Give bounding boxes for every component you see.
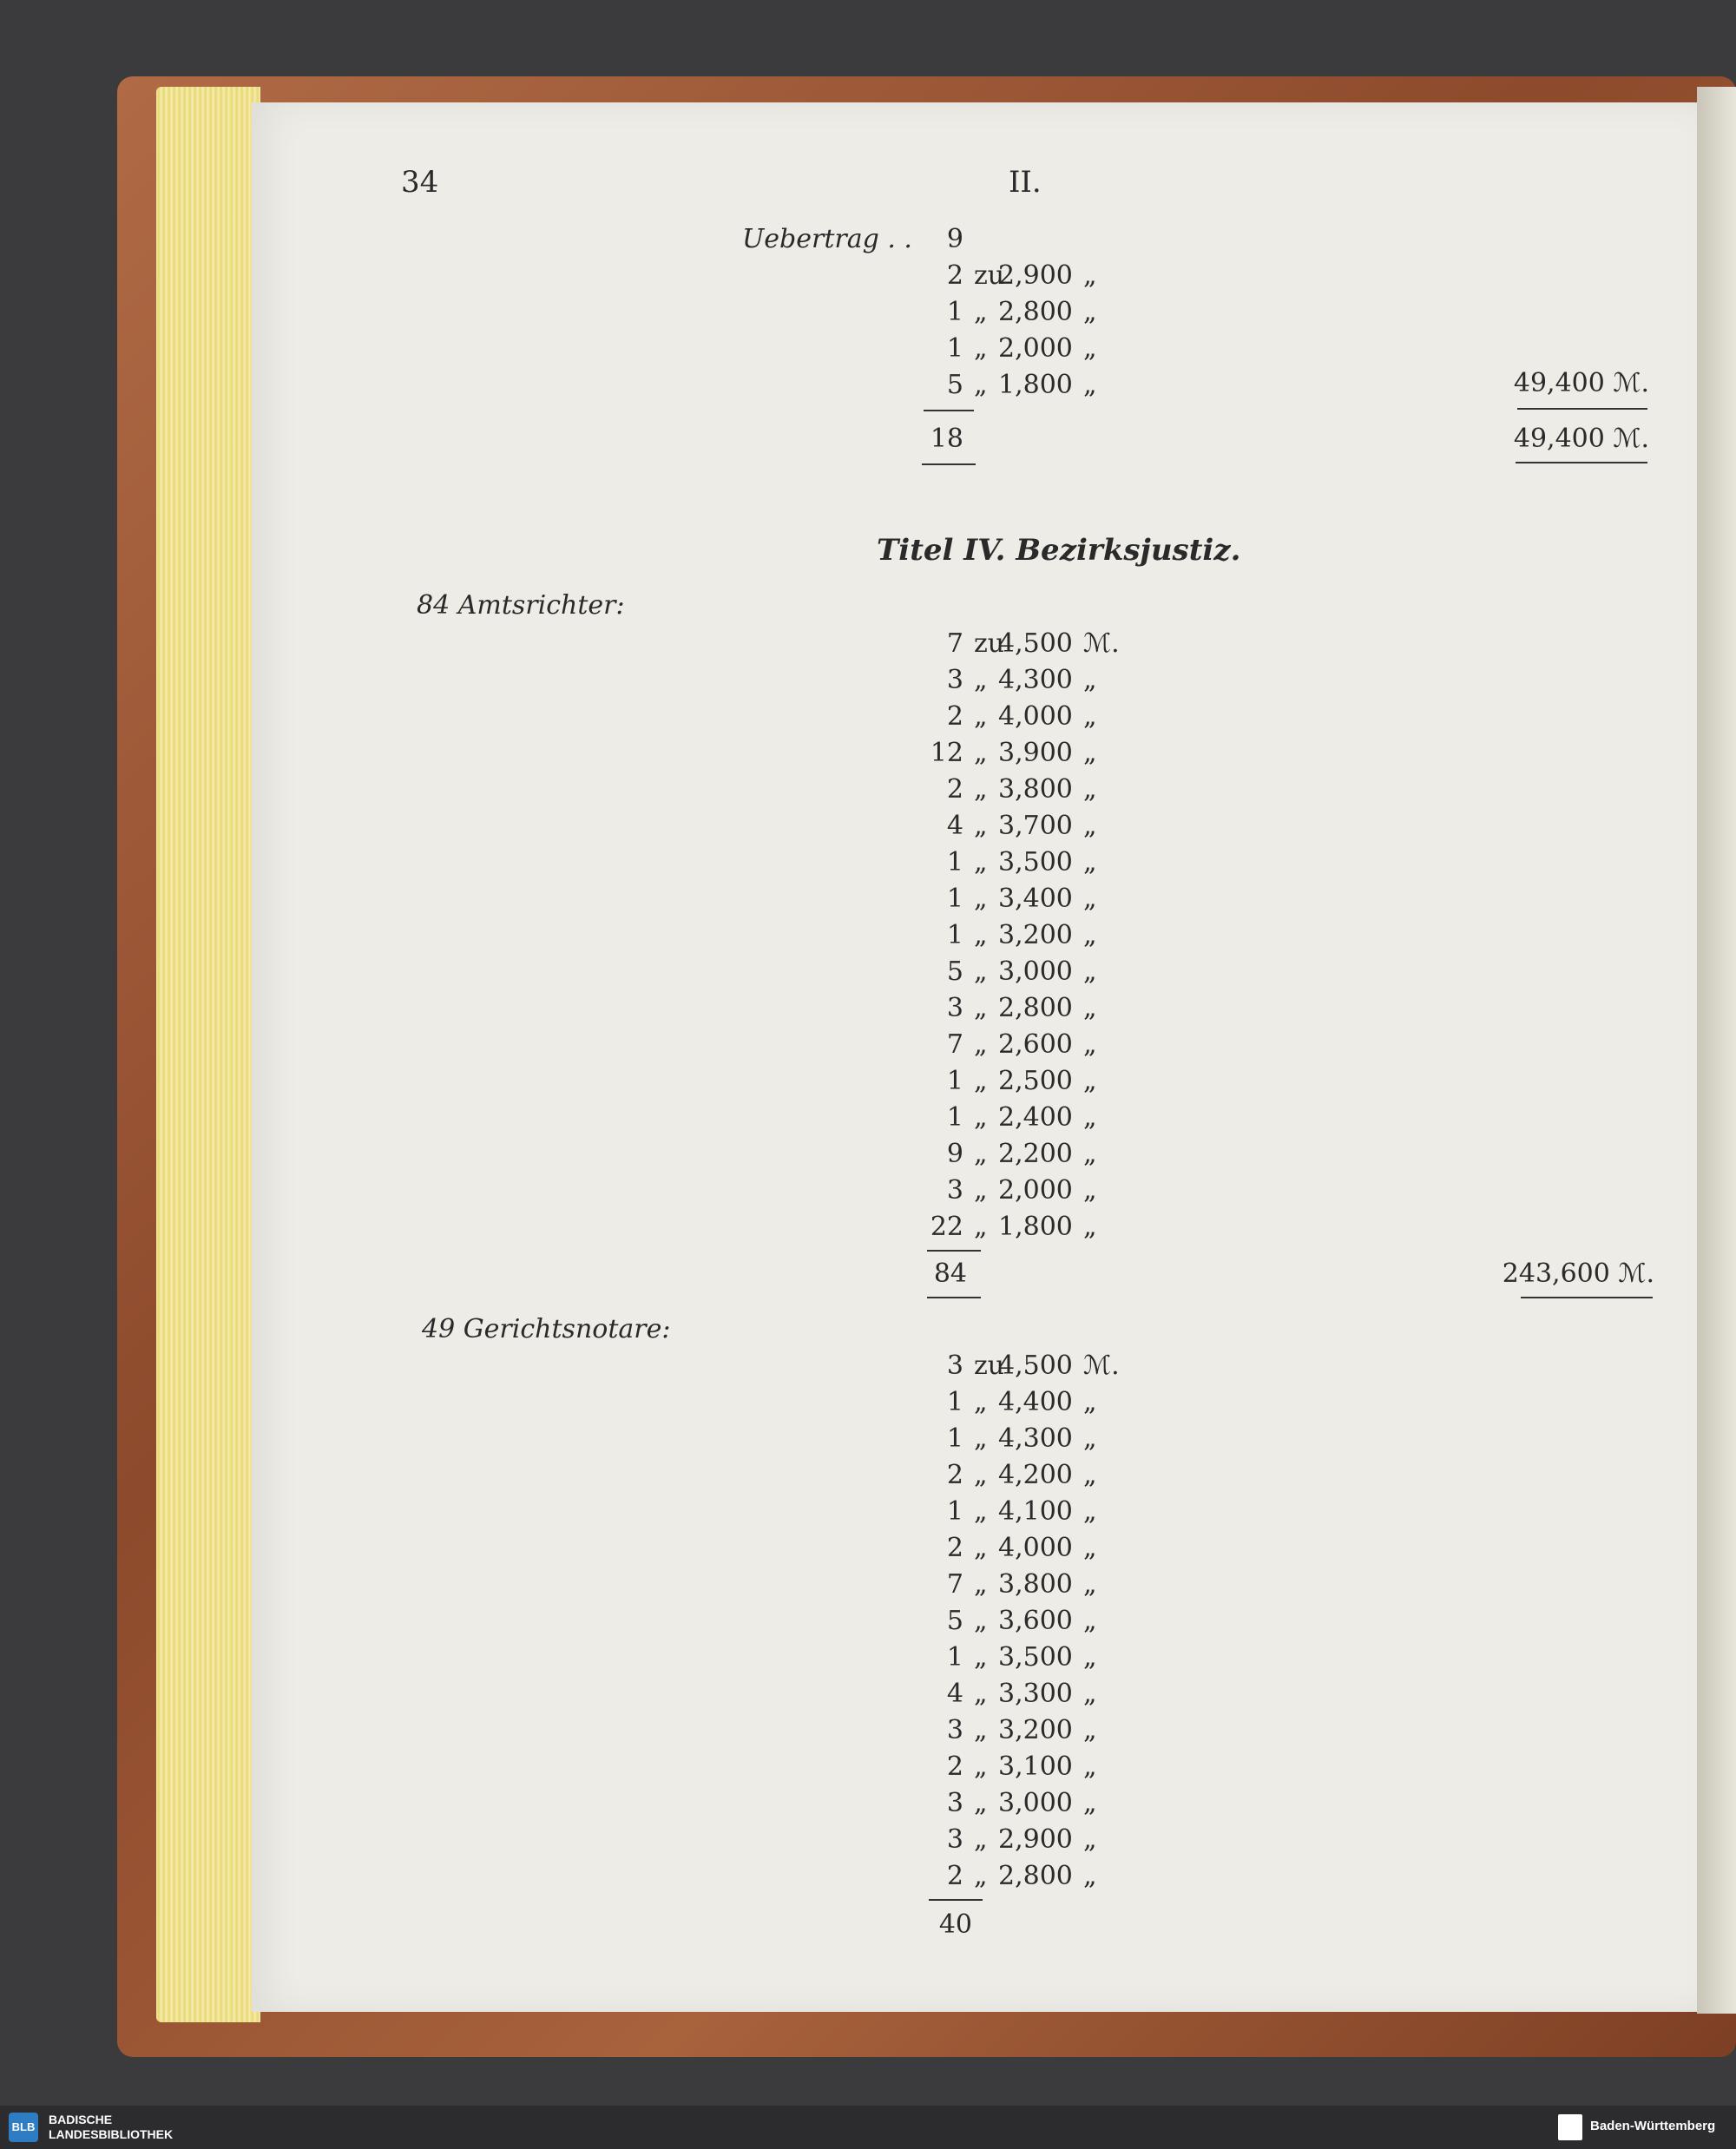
blb-logo-icon: BLB [9, 2113, 38, 2142]
block1-subtotal-rule [924, 410, 974, 411]
section2-row-sep: „ [974, 1423, 988, 1454]
section1-row-sep: „ [974, 956, 988, 987]
section2-row-amount: 3,000 [998, 1788, 1073, 1818]
section2-row-unit: „ [1083, 1460, 1097, 1490]
page-number: 34 [401, 165, 439, 200]
block1-row-unit: „ [1083, 260, 1097, 291]
section1-row-unit: „ [1083, 993, 1097, 1023]
section2-row-amount: 3,100 [998, 1751, 1073, 1782]
section2-row-sep: zu [974, 1351, 1005, 1381]
block1-row-unit: „ [1083, 333, 1097, 364]
blb-name [49, 2113, 173, 2142]
section2-label: 49 Gerichtsnotare: [422, 1314, 671, 1344]
section1-row-count: 1 [946, 920, 963, 950]
section1-row-count: 1 [946, 847, 963, 877]
section1-row-sep: „ [974, 1102, 988, 1133]
section2-row-count: 2 [946, 1751, 963, 1782]
section1-row-count: 2 [946, 701, 963, 732]
section1-row-count: 3 [946, 993, 963, 1023]
section2-row-amount: 4,300 [998, 1423, 1073, 1454]
section1-row-unit: „ [1083, 665, 1097, 695]
section2-row-count: 3 [946, 1824, 963, 1855]
bw-coat-of-arms-icon [1558, 2114, 1582, 2140]
section1-row-count: 7 [946, 1029, 963, 1060]
block1-total-rule-right [1516, 462, 1647, 463]
section1-row-amount: 2,200 [998, 1139, 1073, 1169]
title-iv: Titel IV. Bezirksjustiz. [877, 533, 1241, 568]
bw-name: Baden-Württemberg [1590, 2119, 1716, 2133]
section-heading: II. [1009, 165, 1042, 200]
section2-row-amount: 3,300 [998, 1679, 1073, 1709]
section2-row-amount: 3,600 [998, 1606, 1073, 1636]
section1-row-unit: „ [1083, 920, 1097, 950]
block1-total-sum: 49,400 ℳ. [1513, 424, 1649, 454]
section1-row-count: 3 [946, 665, 963, 695]
section2-row-count: 3 [946, 1788, 963, 1818]
section2-row-amount: 4,200 [998, 1460, 1073, 1490]
block1-row-count: 5 [946, 370, 963, 400]
section1-total-sum: 243,600 ℳ. [1502, 1259, 1654, 1289]
block1-row-sep: „ [974, 333, 988, 364]
block1-right-amount: 49,400 ℳ. [1513, 368, 1649, 398]
section1-row-sep: „ [974, 884, 988, 914]
section1-row-sep: „ [974, 1175, 988, 1206]
section2-row-amount: 2,800 [998, 1861, 1073, 1891]
section2-row-unit: „ [1083, 1751, 1097, 1782]
section1-row-count: 3 [946, 1175, 963, 1206]
section1-row-amount: 3,800 [998, 774, 1073, 805]
section2-row-sep: „ [974, 1460, 988, 1490]
section1-row-unit: „ [1083, 811, 1097, 841]
section2-row-sep: „ [974, 1387, 988, 1417]
page-edges [156, 87, 260, 2022]
section1-row-amount: 2,600 [998, 1029, 1073, 1060]
section1-row-unit: ℳ. [1083, 628, 1120, 659]
section1-row-unit: „ [1083, 774, 1097, 805]
block1-row-amount: 1,800 [998, 370, 1073, 400]
section1-row-unit: „ [1083, 884, 1097, 914]
section2-row-sep: „ [974, 1861, 988, 1891]
section1-row-unit: „ [1083, 1066, 1097, 1096]
section1-row-count: 1 [946, 1102, 963, 1133]
footer-bar [0, 2106, 1736, 2149]
section1-row-count: 5 [946, 956, 963, 987]
section2-row-sep: „ [974, 1679, 988, 1709]
section2-row-count: 3 [946, 1351, 963, 1381]
section1-row-sep: zu [974, 628, 1005, 659]
section1-row-count: 1 [946, 884, 963, 914]
block1-row-unit: „ [1083, 370, 1097, 400]
section2-row-amount: 2,900 [998, 1824, 1073, 1855]
section2-total-rule [929, 1899, 983, 1901]
section2-row-amount: 4,500 [998, 1351, 1073, 1381]
section1-row-amount: 3,000 [998, 956, 1073, 987]
section1-row-sep: „ [974, 847, 988, 877]
section2-row-sep: „ [974, 1533, 988, 1563]
section2-row-unit: „ [1083, 1569, 1097, 1600]
section2-row-count: 2 [946, 1533, 963, 1563]
block1-total-rule-left [922, 463, 976, 465]
section2-row-count: 2 [946, 1460, 963, 1490]
section1-row-count: 2 [946, 774, 963, 805]
section1-row-amount: 3,500 [998, 847, 1073, 877]
section1-row-amount: 2,500 [998, 1066, 1073, 1096]
block1-row-amount: 2,000 [998, 333, 1073, 364]
section2-row-count: 1 [946, 1496, 963, 1527]
uebertrag-label: Uebertrag . . [742, 224, 912, 254]
section1-row-unit: „ [1083, 1102, 1097, 1133]
section2-row-count: 1 [946, 1387, 963, 1417]
section2-row-sep: „ [974, 1788, 988, 1818]
section1-row-amount: 3,400 [998, 884, 1073, 914]
block1-row-amount: 2,800 [998, 297, 1073, 327]
section1-total-rule [927, 1250, 981, 1252]
section1-row-amount: 2,400 [998, 1102, 1073, 1133]
section2-row-count: 5 [946, 1606, 963, 1636]
section1-row-unit: „ [1083, 1175, 1097, 1206]
section1-row-unit: „ [1083, 1212, 1097, 1242]
block1-row-count: 1 [946, 297, 963, 327]
section2-row-unit: „ [1083, 1533, 1097, 1563]
section2-row-sep: „ [974, 1496, 988, 1527]
section2-row-sep: „ [974, 1715, 988, 1745]
section2-row-sep: „ [974, 1824, 988, 1855]
section2-row-sep: „ [974, 1606, 988, 1636]
section2-row-unit: „ [1083, 1387, 1097, 1417]
section2-row-sep: „ [974, 1751, 988, 1782]
section2-row-amount: 3,800 [998, 1569, 1073, 1600]
section1-row-sep: „ [974, 738, 988, 768]
block1-right-rule [1517, 408, 1647, 410]
section1-row-sep: „ [974, 701, 988, 732]
block1-row-sep: zu [974, 260, 1005, 291]
section1-row-sep: „ [974, 665, 988, 695]
blb-line2: LANDESBIBLIOTHEK [49, 2127, 174, 2141]
section1-bottom-rule-left [927, 1297, 981, 1298]
section1-row-amount: 2,000 [998, 1175, 1073, 1206]
section1-row-count: 12 [930, 738, 963, 768]
section1-row-count: 9 [946, 1139, 963, 1169]
section1-row-count: 4 [946, 811, 963, 841]
section1-row-unit: „ [1083, 1139, 1097, 1169]
section1-row-count: 7 [946, 628, 963, 659]
section1-row-unit: „ [1083, 956, 1097, 987]
section1-row-amount: 1,800 [998, 1212, 1073, 1242]
section1-row-count: 22 [930, 1212, 963, 1242]
section2-row-count: 1 [946, 1642, 963, 1673]
section2-row-unit: „ [1083, 1423, 1097, 1454]
section2-row-unit: „ [1083, 1642, 1097, 1673]
section2-row-unit: „ [1083, 1788, 1097, 1818]
section1-row-amount: 2,800 [998, 993, 1073, 1023]
section2-row-unit: ℳ. [1083, 1351, 1120, 1381]
section1-row-sep: „ [974, 993, 988, 1023]
block1-row-unit: „ [1083, 297, 1097, 327]
section1-row-sep: „ [974, 811, 988, 841]
block1-total-count: 18 [930, 424, 963, 454]
section2-row-amount: 3,200 [998, 1715, 1073, 1745]
section1-bottom-rule-right [1521, 1297, 1653, 1298]
section1-row-sep: „ [974, 1139, 988, 1169]
uebertrag-count: 9 [946, 224, 963, 254]
block1-row-sep: „ [974, 370, 988, 400]
section2-row-unit: „ [1083, 1824, 1097, 1855]
section1-row-amount: 3,700 [998, 811, 1073, 841]
section1-label: 84 Amtsrichter: [417, 590, 625, 621]
facing-page-edge [1697, 87, 1736, 2014]
section2-row-sep: „ [974, 1642, 988, 1673]
section1-row-sep: „ [974, 1212, 988, 1242]
section1-row-unit: „ [1083, 847, 1097, 877]
section2-row-amount: 4,400 [998, 1387, 1073, 1417]
section1-total-count: 84 [933, 1259, 967, 1289]
section2-row-sep: „ [974, 1569, 988, 1600]
section2-row-unit: „ [1083, 1861, 1097, 1891]
section1-row-sep: „ [974, 1066, 988, 1096]
section1-row-unit: „ [1083, 1029, 1097, 1060]
section1-row-amount: 3,200 [998, 920, 1073, 950]
section2-row-count: 1 [946, 1423, 963, 1454]
block1-row-sep: „ [974, 297, 988, 327]
section2-row-unit: „ [1083, 1496, 1097, 1527]
blb-line1: BADISCHE [49, 2113, 113, 2126]
section1-row-amount: 4,000 [998, 701, 1073, 732]
section1-row-amount: 3,900 [998, 738, 1073, 768]
section2-row-count: 2 [946, 1861, 963, 1891]
section1-row-amount: 4,300 [998, 665, 1073, 695]
section1-row-sep: „ [974, 774, 988, 805]
section1-row-amount: 4,500 [998, 628, 1073, 659]
section2-row-count: 3 [946, 1715, 963, 1745]
section1-row-sep: „ [974, 1029, 988, 1060]
section2-row-unit: „ [1083, 1679, 1097, 1709]
section2-row-amount: 4,100 [998, 1496, 1073, 1527]
block1-row-count: 2 [946, 260, 963, 291]
section1-row-unit: „ [1083, 738, 1097, 768]
section2-row-count: 4 [946, 1679, 963, 1709]
section2-row-amount: 3,500 [998, 1642, 1073, 1673]
block1-row-amount: 2,900 [998, 260, 1073, 291]
section2-row-unit: „ [1083, 1715, 1097, 1745]
section2-total-count: 40 [938, 1909, 972, 1940]
section1-row-unit: „ [1083, 701, 1097, 732]
section1-row-count: 1 [946, 1066, 963, 1096]
section1-row-sep: „ [974, 920, 988, 950]
section2-row-unit: „ [1083, 1606, 1097, 1636]
block1-row-count: 1 [946, 333, 963, 364]
section2-row-amount: 4,000 [998, 1533, 1073, 1563]
section2-row-count: 7 [946, 1569, 963, 1600]
